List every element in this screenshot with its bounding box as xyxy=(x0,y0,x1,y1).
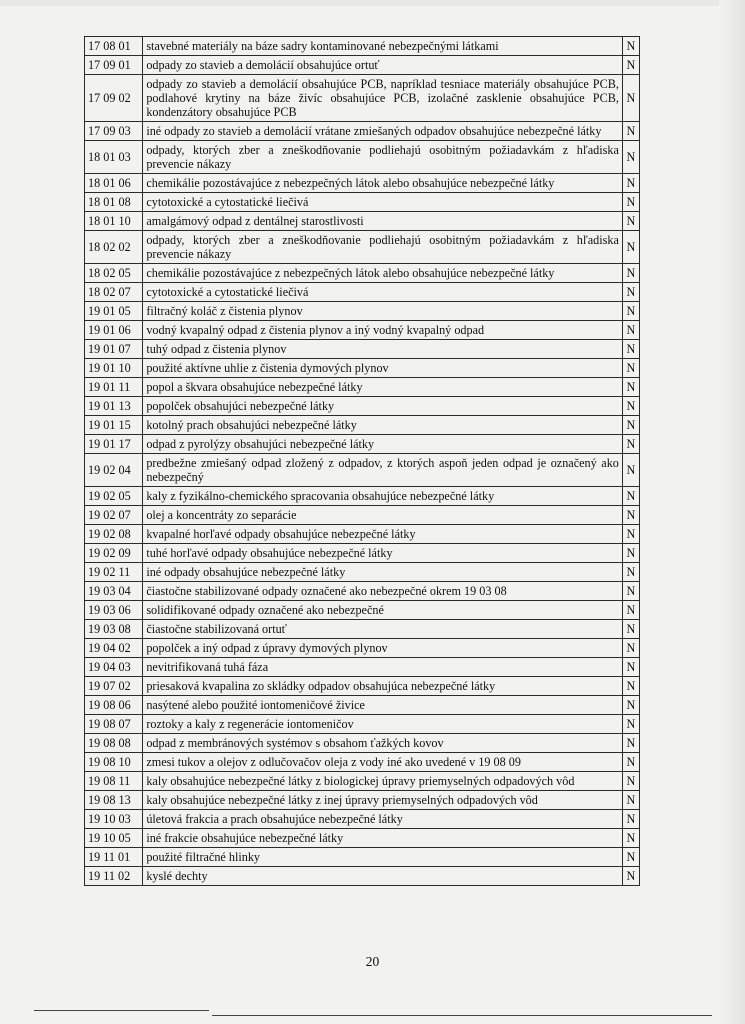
waste-category-cell: N xyxy=(622,321,639,340)
table-row xyxy=(85,397,640,416)
waste-description-cell: iné frakcie obsahujúce nebezpečné látky xyxy=(143,829,623,848)
waste-code-cell: 19 11 01 xyxy=(85,848,143,867)
waste-category-cell: N xyxy=(622,359,639,378)
table-row xyxy=(85,867,640,886)
table-row xyxy=(85,435,640,454)
table-row xyxy=(85,340,640,359)
waste-description-cell: olej a koncentráty zo separácie xyxy=(143,506,623,525)
waste-category-cell: N xyxy=(622,620,639,639)
waste-code-cell: 19 01 05 xyxy=(85,302,143,321)
waste-category-cell: N xyxy=(622,582,639,601)
waste-description-cell: odpady zo stavieb a demolácií obsahujúce PCB, napríklad tesniace materiály obsahujúce PCB, podlahové krytiny na báze živíc obsahujúce PCB, izolačné zasklenie obsahujúce PCB, kondenzátory obsahujúce PCB xyxy=(143,75,623,122)
waste-code-cell: 19 07 02 xyxy=(85,677,143,696)
waste-category-cell: N xyxy=(622,435,639,454)
waste-description-cell: čiastočne stabilizovaná ortuť xyxy=(143,620,623,639)
waste-category-cell: N xyxy=(622,525,639,544)
waste-description-cell: roztoky a kaly z regenerácie iontomeničov xyxy=(143,715,623,734)
table-row xyxy=(85,582,640,601)
waste-description-cell: kaly obsahujúce nebezpečné látky z biologickej úpravy priemyselných odpadových vôd xyxy=(143,772,623,791)
waste-category-cell: N xyxy=(622,506,639,525)
table-row xyxy=(85,658,640,677)
waste-code-cell: 19 11 02 xyxy=(85,867,143,886)
table-row xyxy=(85,525,640,544)
footer-rule-right xyxy=(212,1015,712,1016)
waste-description-cell: kaly z fyzikálno-chemického spracovania obsahujúce nebezpečné látky xyxy=(143,487,623,506)
waste-category-cell: N xyxy=(622,141,639,174)
table-row xyxy=(85,359,640,378)
table-row xyxy=(85,487,640,506)
table-row xyxy=(85,416,640,435)
table-row xyxy=(85,454,640,487)
waste-category-cell: N xyxy=(622,264,639,283)
waste-catalogue-table xyxy=(84,36,640,886)
waste-category-cell: N xyxy=(622,601,639,620)
waste-category-cell: N xyxy=(622,639,639,658)
table-row xyxy=(85,696,640,715)
waste-code-cell: 19 01 06 xyxy=(85,321,143,340)
waste-category-cell: N xyxy=(622,378,639,397)
waste-code-cell: 19 08 10 xyxy=(85,753,143,772)
scan-right-edge xyxy=(719,0,745,1024)
table-row xyxy=(85,212,640,231)
waste-category-cell: N xyxy=(622,340,639,359)
page-number: 20 xyxy=(365,954,380,969)
table-row xyxy=(85,321,640,340)
waste-code-cell: 17 09 01 xyxy=(85,56,143,75)
waste-category-cell: N xyxy=(622,231,639,264)
waste-category-cell: N xyxy=(622,302,639,321)
waste-code-cell: 19 08 07 xyxy=(85,715,143,734)
waste-code-cell: 19 03 08 xyxy=(85,620,143,639)
waste-code-cell: 19 08 13 xyxy=(85,791,143,810)
waste-code-cell: 19 08 11 xyxy=(85,772,143,791)
waste-code-cell: 19 02 08 xyxy=(85,525,143,544)
waste-description-cell: použité filtračné hlinky xyxy=(143,848,623,867)
table-row xyxy=(85,829,640,848)
waste-category-cell: N xyxy=(622,416,639,435)
table-row xyxy=(85,601,640,620)
table-row xyxy=(85,193,640,212)
waste-code-cell: 17 09 03 xyxy=(85,122,143,141)
waste-category-cell: N xyxy=(622,212,639,231)
table-row xyxy=(85,75,640,122)
waste-category-cell: N xyxy=(622,75,639,122)
waste-description-cell: stavebné materiály na báze sadry kontaminované nebezpečnými látkami xyxy=(143,37,623,56)
waste-category-cell: N xyxy=(622,487,639,506)
waste-category-cell: N xyxy=(622,734,639,753)
waste-code-cell: 18 01 10 xyxy=(85,212,143,231)
waste-description-cell: chemikálie pozostávajúce z nebezpečných látok alebo obsahujúce nebezpečné látky xyxy=(143,264,623,283)
waste-description-cell: iné odpady zo stavieb a demolácií vrátane zmiešaných odpadov obsahujúce nebezpečné látky xyxy=(143,122,623,141)
waste-description-cell: popolček obsahujúci nebezpečné látky xyxy=(143,397,623,416)
table-row xyxy=(85,37,640,56)
table-row xyxy=(85,174,640,193)
table-row xyxy=(85,620,640,639)
waste-code-cell: 19 02 11 xyxy=(85,563,143,582)
waste-description-cell: predbežne zmiešaný odpad zložený z odpadov, z ktorých aspoň jeden odpad je označený ako nebezpečný xyxy=(143,454,623,487)
waste-description-cell: popolček a iný odpad z úpravy dymových plynov xyxy=(143,639,623,658)
scan-top-edge xyxy=(0,0,745,6)
waste-category-cell: N xyxy=(622,454,639,487)
table-row xyxy=(85,122,640,141)
waste-table-body xyxy=(85,37,640,886)
table-row xyxy=(85,753,640,772)
waste-code-cell: 19 10 05 xyxy=(85,829,143,848)
waste-description-cell: použité aktívne uhlie z čistenia dymových plynov xyxy=(143,359,623,378)
waste-code-cell: 18 02 02 xyxy=(85,231,143,264)
waste-description-cell: odpady, ktorých zber a zneškodňovanie podliehajú osobitným požiadavkám z hľadiska prevencie nákazy xyxy=(143,231,623,264)
waste-code-cell: 19 01 07 xyxy=(85,340,143,359)
waste-description-cell: čiastočne stabilizované odpady označené ako nebezpečné okrem 19 03 08 xyxy=(143,582,623,601)
table-row xyxy=(85,302,640,321)
waste-category-cell: N xyxy=(622,37,639,56)
waste-code-cell: 18 02 05 xyxy=(85,264,143,283)
table-row xyxy=(85,506,640,525)
waste-category-cell: N xyxy=(622,122,639,141)
waste-code-cell: 19 01 10 xyxy=(85,359,143,378)
table-row xyxy=(85,563,640,582)
table-row xyxy=(85,544,640,563)
waste-code-cell: 19 03 06 xyxy=(85,601,143,620)
waste-category-cell: N xyxy=(622,174,639,193)
table-row xyxy=(85,141,640,174)
waste-category-cell: N xyxy=(622,283,639,302)
waste-code-cell: 17 09 02 xyxy=(85,75,143,122)
waste-category-cell: N xyxy=(622,397,639,416)
waste-code-cell: 19 10 03 xyxy=(85,810,143,829)
waste-description-cell: kaly obsahujúce nebezpečné látky z inej úpravy priemyselných odpadových vôd xyxy=(143,791,623,810)
waste-code-cell: 18 01 06 xyxy=(85,174,143,193)
table-row xyxy=(85,378,640,397)
table-row xyxy=(85,639,640,658)
waste-code-cell: 19 02 07 xyxy=(85,506,143,525)
waste-description-cell: iné odpady obsahujúce nebezpečné látky xyxy=(143,563,623,582)
waste-code-cell: 19 08 08 xyxy=(85,734,143,753)
waste-category-cell: N xyxy=(622,772,639,791)
waste-category-cell: N xyxy=(622,658,639,677)
waste-description-cell: popol a škvara obsahujúce nebezpečné látky xyxy=(143,378,623,397)
waste-description-cell: tuhý odpad z čistenia plynov xyxy=(143,340,623,359)
waste-code-cell: 19 01 15 xyxy=(85,416,143,435)
waste-description-cell: tuhé horľavé odpady obsahujúce nebezpečné látky xyxy=(143,544,623,563)
table-row xyxy=(85,715,640,734)
waste-category-cell: N xyxy=(622,56,639,75)
waste-category-cell: N xyxy=(622,848,639,867)
waste-category-cell: N xyxy=(622,867,639,886)
waste-category-cell: N xyxy=(622,193,639,212)
waste-category-cell: N xyxy=(622,563,639,582)
waste-code-cell: 18 01 08 xyxy=(85,193,143,212)
waste-code-cell: 18 02 07 xyxy=(85,283,143,302)
waste-code-cell: 19 01 17 xyxy=(85,435,143,454)
waste-code-cell: 19 03 04 xyxy=(85,582,143,601)
waste-description-cell: cytotoxické a cytostatické liečivá xyxy=(143,283,623,302)
waste-code-cell: 19 04 02 xyxy=(85,639,143,658)
table-row xyxy=(85,231,640,264)
table-row xyxy=(85,283,640,302)
waste-code-cell: 19 02 04 xyxy=(85,454,143,487)
table-row xyxy=(85,791,640,810)
waste-code-cell: 18 01 03 xyxy=(85,141,143,174)
table-row xyxy=(85,734,640,753)
waste-category-cell: N xyxy=(622,810,639,829)
waste-description-cell: nasýtené alebo použité iontomeničové živice xyxy=(143,696,623,715)
waste-code-cell: 17 08 01 xyxy=(85,37,143,56)
waste-category-cell: N xyxy=(622,677,639,696)
waste-description-cell: nevitrifikovaná tuhá fáza xyxy=(143,658,623,677)
waste-description-cell: kyslé dechty xyxy=(143,867,623,886)
waste-category-cell: N xyxy=(622,696,639,715)
waste-description-cell: filtračný koláč z čistenia plynov xyxy=(143,302,623,321)
waste-code-cell: 19 04 03 xyxy=(85,658,143,677)
table-row xyxy=(85,848,640,867)
table-row xyxy=(85,264,640,283)
waste-description-cell: solidifikované odpady označené ako nebezpečné xyxy=(143,601,623,620)
waste-code-cell: 19 02 09 xyxy=(85,544,143,563)
waste-description-cell: chemikálie pozostávajúce z nebezpečných látok alebo obsahujúce nebezpečné látky xyxy=(143,174,623,193)
waste-description-cell: kotolný prach obsahujúci nebezpečné látky xyxy=(143,416,623,435)
table-row xyxy=(85,677,640,696)
waste-description-cell: kvapalné horľavé odpady obsahujúce nebezpečné látky xyxy=(143,525,623,544)
waste-category-cell: N xyxy=(622,753,639,772)
waste-category-cell: N xyxy=(622,791,639,810)
table-row xyxy=(85,810,640,829)
waste-code-cell: 19 08 06 xyxy=(85,696,143,715)
waste-description-cell: odpady zo stavieb a demolácií obsahujúce ortuť xyxy=(143,56,623,75)
footer-rule-left xyxy=(34,1010,209,1011)
waste-description-cell: odpad z membránových systémov s obsahom ťažkých kovov xyxy=(143,734,623,753)
waste-description-cell: odpady, ktorých zber a zneškodňovanie podliehajú osobitným požiadavkám z hľadiska prevencie nákazy xyxy=(143,141,623,174)
waste-category-cell: N xyxy=(622,544,639,563)
waste-code-cell: 19 02 05 xyxy=(85,487,143,506)
waste-category-cell: N xyxy=(622,715,639,734)
table-row xyxy=(85,56,640,75)
waste-code-cell: 19 01 13 xyxy=(85,397,143,416)
waste-description-cell: odpad z pyrolýzy obsahujúci nebezpečné látky xyxy=(143,435,623,454)
table-row xyxy=(85,772,640,791)
waste-description-cell: vodný kvapalný odpad z čistenia plynov a iný vodný kvapalný odpad xyxy=(143,321,623,340)
waste-description-cell: zmesi tukov a olejov z odlučovačov oleja z vody iné ako uvedené v 19 08 09 xyxy=(143,753,623,772)
waste-description-cell: cytotoxické a cytostatické liečivá xyxy=(143,193,623,212)
waste-description-cell: priesaková kvapalina zo skládky odpadov obsahujúca nebezpečné látky xyxy=(143,677,623,696)
waste-code-cell: 19 01 11 xyxy=(85,378,143,397)
waste-category-cell: N xyxy=(622,829,639,848)
waste-description-cell: amalgámový odpad z dentálnej starostlivosti xyxy=(143,212,623,231)
waste-description-cell: úletová frakcia a prach obsahujúce nebezpečné látky xyxy=(143,810,623,829)
